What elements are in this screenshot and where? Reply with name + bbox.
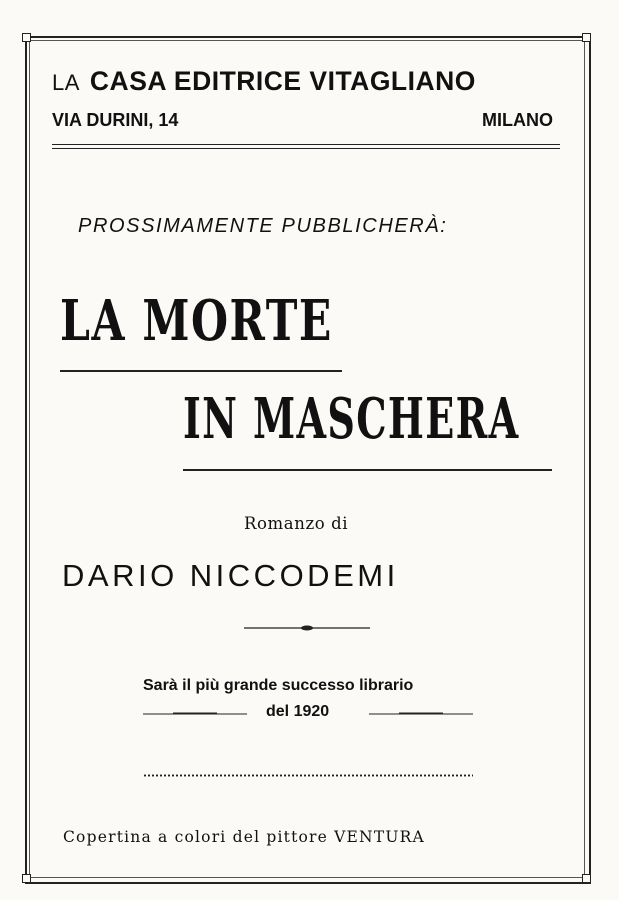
corner-ornament [582,874,591,883]
dotted-rule [143,774,473,777]
tagline-rule-left [143,711,247,717]
tagline-rule-right [369,711,473,717]
publisher-city: MILANO [482,110,553,130]
title-underline [60,370,342,372]
corner-ornament [22,33,31,42]
author-name: DARIO NICCODEMI [62,558,399,593]
tagline-line1: Sarà il più grande successo librario [143,677,414,694]
publisher-title: CASA EDITRICE VITAGLIANO [89,66,476,96]
divider-ornament [244,624,370,632]
announcement: PROSSIMAMENTE PUBBLICHERÀ: [78,215,448,237]
inner-frame [29,40,585,878]
header-rule [52,148,560,149]
cover-credit: Copertina a colori del pittore VENTURA [63,828,425,846]
book-title-line2: IN MASCHERA [183,386,520,452]
title-underline [183,469,552,471]
publisher-name [52,66,562,97]
publisher-address: VIA DURINI, 14 [52,110,179,130]
book-title-line1: LA MORTE [60,288,333,354]
publisher-article: LA [52,70,80,95]
tagline-line2: del 1920 [266,703,330,720]
corner-ornament [582,33,591,42]
corner-ornament [22,874,31,883]
header-rule [52,144,560,145]
subtitle: Romanzo di [244,514,349,533]
